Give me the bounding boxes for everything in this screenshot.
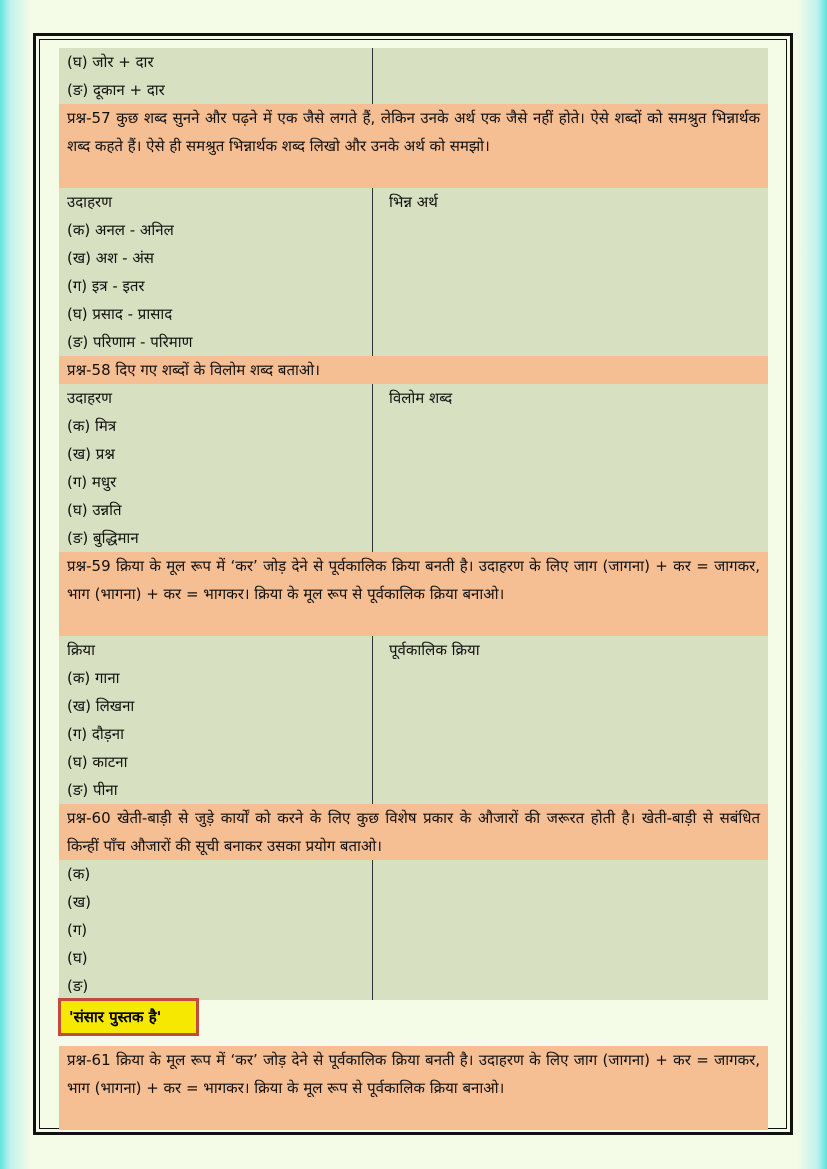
row-label: (घ) काटना	[59, 748, 373, 776]
section-heading-wrap	[59, 998, 768, 1046]
answer-cell[interactable]	[373, 496, 768, 524]
table-row	[59, 692, 768, 720]
table-row	[59, 664, 768, 692]
row-label: (घ)	[59, 944, 373, 972]
answer-cell[interactable]	[373, 692, 768, 720]
row-label: (क)	[59, 860, 373, 888]
question-60: प्रश्न-60 खेती-बाड़ी से जुड़े कार्यों को करने के लिए कुछ विशेष प्रकार के औजारों की जरूरत होती है। खेती-बाड़ी से सबंधित किन्हीं पाँच औजारों की सूची बनाकर उसका प्रयोग बताओ।	[59, 804, 768, 860]
answer-cell[interactable]	[373, 916, 768, 944]
row-label: (ङ) बुद्धिमान	[59, 524, 373, 552]
table-row	[59, 860, 768, 888]
row-label: (घ) उन्नति	[59, 496, 373, 524]
answer-cell[interactable]	[373, 76, 768, 104]
row-label: (क) अनल - अनिल	[59, 216, 373, 244]
answer-cell[interactable]	[373, 664, 768, 692]
row-label: (ख) लिखना	[59, 692, 373, 720]
table-row	[59, 916, 768, 944]
col-header-example: उदाहरण	[59, 384, 373, 412]
col-header-participle: पूर्वकालिक क्रिया	[389, 641, 480, 659]
table-row	[59, 272, 768, 300]
row-label: (ग)	[59, 916, 373, 944]
table-header-row	[59, 636, 768, 664]
row-label: (ङ) दूकान + दार	[59, 76, 373, 104]
answer-cell[interactable]	[373, 440, 768, 468]
answer-cell[interactable]	[373, 888, 768, 916]
table-row	[59, 888, 768, 916]
row-label: (क) गाना	[59, 664, 373, 692]
table-row	[59, 468, 768, 496]
row-label: (ख)	[59, 888, 373, 916]
row-label: (घ) प्रसाद - प्रासाद	[59, 300, 373, 328]
table-header-row	[59, 384, 768, 412]
answer-cell[interactable]	[373, 216, 768, 244]
row-label: (ग) मधुर	[59, 468, 373, 496]
row-label: (ख) अश - अंस	[59, 244, 373, 272]
col-header-antonym: विलोम शब्द	[389, 389, 453, 407]
col-header-meaning: भिन्न अर्थ	[389, 193, 438, 211]
answer-cell[interactable]	[373, 860, 768, 888]
answer-cell[interactable]	[373, 776, 768, 804]
answer-cell[interactable]	[373, 748, 768, 776]
worksheet-content	[59, 48, 768, 1130]
row-label: (घ) जोर + दार	[59, 48, 373, 76]
answer-cell[interactable]	[373, 468, 768, 496]
question-59: प्रश्न-59 क्रिया के मूल रूप में ‘कर’ जोड़ देने से पूर्वकालिक क्रिया बनती है। उदाहरण के लिए जाग (जागना) + कर = जागकर, भाग (भागना) + कर = भागकर। क्रिया के मूल रूप से पूर्वकालिक क्रिया बनाओ।	[59, 552, 768, 636]
question-58: प्रश्न-58 दिए गए शब्दों के विलोम शब्द बताओ।	[59, 356, 768, 384]
answer-cell[interactable]	[373, 944, 768, 972]
table-row	[59, 76, 768, 104]
answer-cell[interactable]	[373, 524, 768, 552]
table-row	[59, 776, 768, 804]
answer-cell[interactable]	[373, 328, 768, 356]
table-row	[59, 944, 768, 972]
table-row	[59, 48, 768, 76]
table-row	[59, 748, 768, 776]
row-label: (ग) दौड़ना	[59, 720, 373, 748]
row-label: (ङ)	[59, 972, 373, 1000]
section-heading: 'संसार पुस्तक है'	[58, 998, 199, 1036]
answer-cell[interactable]	[373, 720, 768, 748]
answer-cell[interactable]	[373, 272, 768, 300]
table-row	[59, 300, 768, 328]
col-header-verb: क्रिया	[59, 636, 373, 664]
row-label: (ङ) पीना	[59, 776, 373, 804]
table-row	[59, 496, 768, 524]
table-row	[59, 244, 768, 272]
row-label: (ख) प्रश्न	[59, 440, 373, 468]
table-row	[59, 328, 768, 356]
table-row	[59, 412, 768, 440]
answer-cell[interactable]	[373, 244, 768, 272]
table-row	[59, 524, 768, 552]
answer-cell[interactable]	[373, 412, 768, 440]
row-label: (ग) इत्र - इतर	[59, 272, 373, 300]
row-label: (ङ) परिणाम - परिमाण	[59, 328, 373, 356]
table-header-row	[59, 188, 768, 216]
question-61: प्रश्न-61 क्रिया के मूल रूप में ‘कर’ जोड़ देने से पूर्वकालिक क्रिया बनती है। उदाहरण के लिए जाग (जागना) + कर = जागकर, भाग (भागना) + कर = भागकर। क्रिया के मूल रूप से पूर्वकालिक क्रिया बनाओ।	[59, 1046, 768, 1130]
table-row	[59, 440, 768, 468]
table-row	[59, 216, 768, 244]
answer-cell[interactable]	[373, 48, 768, 76]
col-header-example: उदाहरण	[59, 188, 373, 216]
question-57: प्रश्न-57 कुछ शब्द सुनने और पढ़ने में एक जैसे लगते हैं, लेकिन उनके अर्थ एक जैसे नहीं होते। ऐसे शब्दों को समश्रुत भिन्नार्थक शब्द कहते हैं। ऐसे ही समश्रुत भिन्नार्थक शब्द लिखो और उनके अर्थ को समझो।	[59, 104, 768, 188]
table-row	[59, 972, 768, 1000]
table-row	[59, 720, 768, 748]
row-label: (क) मित्र	[59, 412, 373, 440]
answer-cell[interactable]	[373, 972, 768, 1000]
answer-cell[interactable]	[373, 300, 768, 328]
